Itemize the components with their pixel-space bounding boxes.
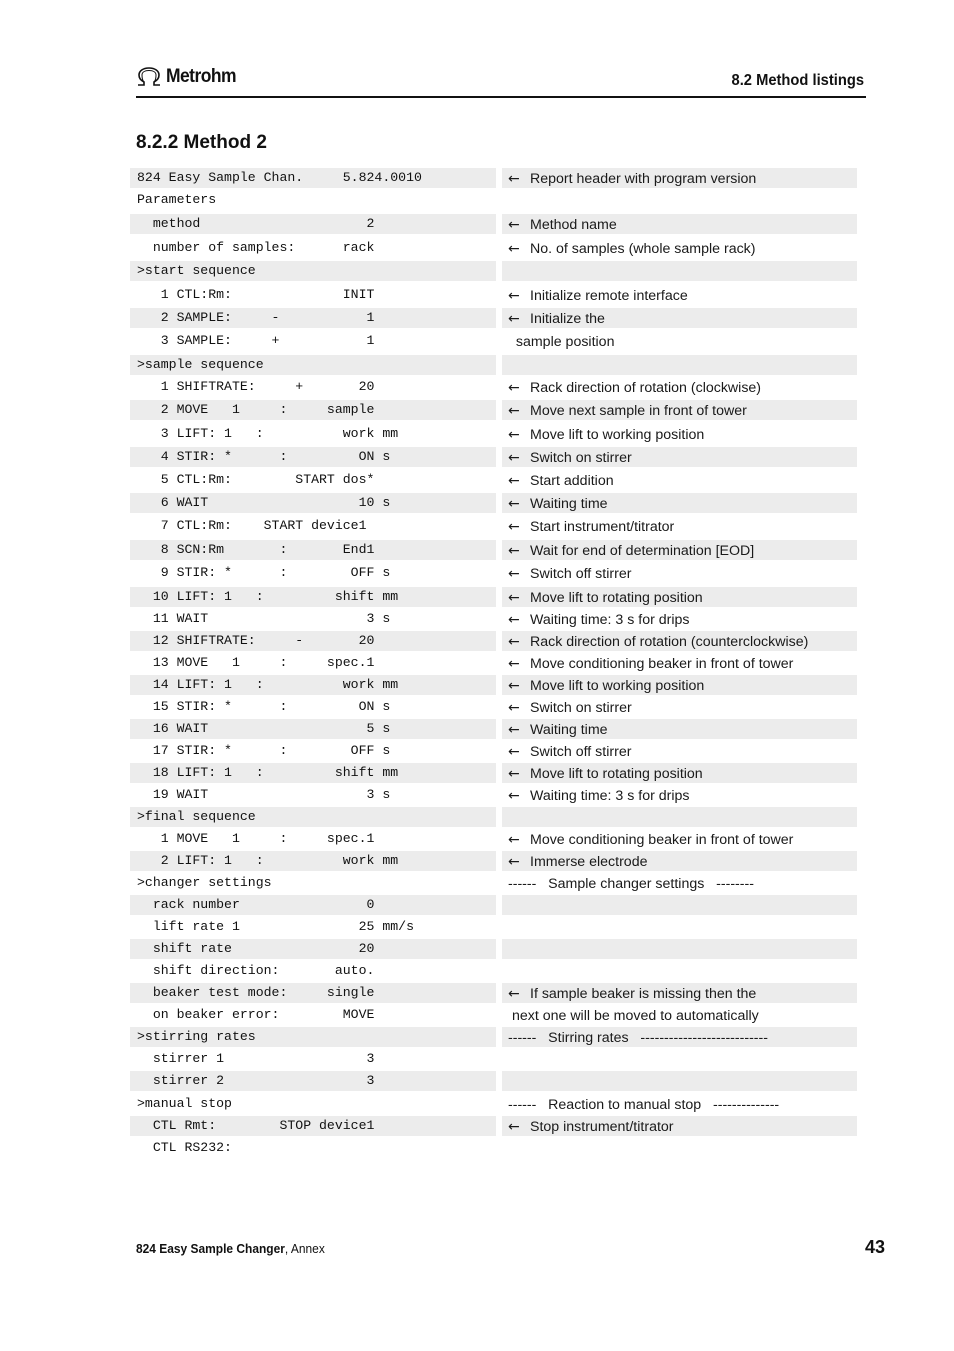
listing-code: 2 SAMPLE: - 1 [137,310,375,325]
comment-text: Move conditioning beaker in front of tower [530,656,794,672]
listing-row [130,1137,857,1159]
listing-code: 14 LIFT: 1 : work mm [137,677,399,692]
listing-row [130,916,857,938]
left-arrow-icon: ← [508,427,520,443]
listing-comment [508,1027,768,1049]
comment-text: Switch off stirrer [530,566,632,582]
listing-row [130,1115,857,1137]
listing-comment [508,447,632,469]
left-arrow-icon: ← [508,788,520,804]
listing-code: >changer settings [137,875,272,890]
listing-row [130,806,857,828]
comment-text: No. of samples (whole sample rack) [530,241,756,257]
listing-code: 12 SHIFTRATE: - 20 [137,633,375,648]
listing-row [130,982,857,1004]
left-arrow-icon: ← [508,744,520,760]
listing-comment [508,785,690,807]
listing-code: 824 Easy Sample Chan. 5.824.0010 [137,170,422,185]
comment-text: Move next sample in front of tower [530,403,747,419]
listing-row [130,696,857,718]
metrohm-logo [136,66,242,88]
left-arrow-icon: ← [508,566,520,582]
listing-comment [508,238,756,260]
listing-row [130,515,857,537]
comment-text: Move lift to rotating position [530,766,703,782]
listing-comment [508,563,631,585]
listing-code: >start sequence [137,263,256,278]
comment-text: Move lift to rotating position [530,590,703,606]
listing-comment [508,424,704,446]
listing-code: Parameters [137,192,217,207]
listing-row [130,423,857,445]
section-title: 8.2 Method listings [731,72,864,89]
listing-comment [508,493,608,515]
comment-text: ------ Sample changer settings -------- [508,876,754,892]
listing-code: >stirring rates [137,1029,256,1044]
listing-comment [508,1094,779,1116]
listing-comment [508,741,631,763]
comment-text: next one will be moved to automatically [508,1008,759,1024]
comment-text: Rack direction of rotation (clockwise) [530,380,762,396]
listing-comment [508,377,761,399]
comment-text: Method name [530,217,617,233]
comment-text: Immerse electrode [530,854,648,870]
listing-row [130,674,857,696]
listing-code: 11 WAIT 3 s [137,611,391,626]
left-arrow-icon: ← [508,1119,520,1135]
comment-text: Start instrument/titrator [530,519,675,535]
listing-comment [508,285,688,307]
listing-code: stirrer 1 3 [137,1051,375,1066]
left-arrow-icon: ← [508,634,520,650]
listing-comment [508,873,754,895]
page-title: 8.2.2 Method 2 [136,132,267,153]
comment-text: Rack direction of rotation (counterclockwise) [530,634,809,650]
left-arrow-icon: ← [508,766,520,782]
listing-comment [508,675,704,697]
listing-code: CTL RS232: [137,1140,232,1155]
left-arrow-icon: ← [508,700,520,716]
listing-row [130,189,857,211]
listing-comment [508,983,756,1005]
listing-row [130,237,857,259]
listing-comment [508,400,747,422]
listing-code: 19 WAIT 3 s [137,787,391,802]
listing-code: 2 MOVE 1 : sample [137,402,375,417]
listing-code: method 2 [137,216,375,231]
comment-text: Waiting time: 3 s for drips [530,612,690,628]
page-header [136,66,866,98]
listing-row [130,652,857,674]
listing-comment [508,516,674,538]
left-arrow-icon: ← [508,450,520,466]
listing-comment [508,540,754,562]
listing-row [130,330,857,352]
comment-text: sample position [508,334,615,350]
listing-row [130,354,857,376]
comment-text: Move conditioning beaker in front of tower [530,832,794,848]
listing-row [130,376,857,398]
listing-row [130,1004,857,1026]
listing-code: on beaker error: MOVE [137,1007,375,1022]
footer-product [136,1241,325,1256]
listing-row [130,1093,857,1115]
comment-text: Wait for end of determination [EOD] [530,543,755,559]
comment-text: Move lift to working position [530,427,705,443]
listing-row [130,608,857,630]
listing-code: 1 SHIFTRATE: + 20 [137,379,375,394]
comment-text: Initialize remote interface [530,288,688,304]
left-arrow-icon: ← [508,288,520,304]
listing-comment [508,168,756,190]
listing-code: 3 LIFT: 1 : work mm [137,426,399,441]
listing-row [130,630,857,652]
listing-row [130,260,857,282]
listing-row [130,960,857,982]
listing-code: 16 WAIT 5 s [137,721,391,736]
listing-row [130,718,857,740]
comment-text: Waiting time [530,722,608,738]
comment-text: Move lift to working position [530,678,705,694]
listing-code: beaker test mode: single [137,985,375,1000]
comment-text: ------ Reaction to manual stop -------------- [508,1097,780,1113]
comment-text: ------ Stirring rates --------------------------- [508,1030,768,1046]
page-number: 43 [864,1237,885,1257]
listing-row [130,1048,857,1070]
comment-text: Start addition [530,473,614,489]
listing-code: >sample sequence [137,357,264,372]
left-arrow-icon: ← [508,722,520,738]
left-arrow-icon: ← [508,496,520,512]
listing-code: lift rate 1 25 mm/s [137,919,414,934]
listing-code: shift direction: auto. [137,963,375,978]
listing-row [130,784,857,806]
left-arrow-icon: ← [508,473,520,489]
listing-code: >manual stop [137,1096,232,1111]
listing-comment [508,214,617,236]
listing-comment [508,719,608,741]
listing-comment [508,1005,759,1027]
comment-text: Waiting time: 3 s for drips [530,788,690,804]
omega-icon [136,67,162,87]
listing-row [130,399,857,421]
listing-code: 1 MOVE 1 : spec.1 [137,831,375,846]
listing-row [130,446,857,468]
listing-comment [508,331,614,353]
left-arrow-icon: ← [508,171,520,187]
listing-row [130,1026,857,1048]
comment-text: Stop instrument/titrator [530,1119,674,1135]
listing-row [130,1070,857,1092]
listing-code: 1 CTL:Rm: INIT [137,287,375,302]
listing-code: 7 CTL:Rm: START device1 [137,518,367,533]
listing-row [130,828,857,850]
listing-code: CTL Rmt: STOP device1 [137,1118,375,1133]
listing-comment [508,308,605,330]
footer-suffix: , Annex [284,1241,325,1256]
listing-code: shift rate 20 [137,941,375,956]
listing-comment [508,697,632,719]
footer-product-name: 824 Easy Sample Changer [136,1241,285,1256]
listing-code: number of samples: rack [137,240,375,255]
left-arrow-icon: ← [508,678,520,694]
listing-row [130,762,857,784]
listing-row [130,562,857,584]
left-arrow-icon: ← [508,241,520,257]
listing-code: 5 CTL:Rm: START dos* [137,472,375,487]
listing-comment [508,763,703,785]
left-arrow-icon: ← [508,380,520,396]
listing-code: 15 STIR: * : ON s [137,699,391,714]
listing-code: 18 LIFT: 1 : shift mm [137,765,399,780]
comment-text: If sample beaker is missing then the [530,986,757,1002]
listing-comment [508,631,808,653]
listing-comment [508,829,793,851]
listing-row [130,740,857,762]
left-arrow-icon: ← [508,590,520,606]
listing-row [130,938,857,960]
comment-text: Switch on stirrer [530,700,632,716]
listing-comment [508,609,690,631]
left-arrow-icon: ← [508,311,520,327]
left-arrow-icon: ← [508,986,520,1002]
listing-comment [508,851,647,873]
left-arrow-icon: ← [508,543,520,559]
comment-text: Initialize the [530,311,605,327]
comment-text: Report header with program version [530,171,757,187]
listing-code: 8 SCN:Rm : End1 [137,542,375,557]
listing-row [130,307,857,329]
listing-code: 2 LIFT: 1 : work mm [137,853,399,868]
listing-code: 17 STIR: * : OFF s [137,743,391,758]
listing-code: 3 SAMPLE: + 1 [137,333,375,348]
listing-code: 9 STIR: * : OFF s [137,565,391,580]
listing-comment [508,1116,674,1138]
comment-text: Switch on stirrer [530,450,632,466]
left-arrow-icon: ← [508,612,520,628]
listing-comment [508,653,793,675]
listing-row [130,586,857,608]
listing-code: 4 STIR: * : ON s [137,449,391,464]
listing-code: 10 LIFT: 1 : shift mm [137,589,399,604]
listing-row [130,213,857,235]
listing-comment [508,470,614,492]
listing-row [130,850,857,872]
left-arrow-icon: ← [508,832,520,848]
listing-row [130,167,857,189]
listing-code: stirrer 2 3 [137,1073,375,1088]
listing-code: 6 WAIT 10 s [137,495,391,510]
comment-text: Switch off stirrer [530,744,632,760]
listing-row [130,872,857,894]
listing-row [130,894,857,916]
left-arrow-icon: ← [508,403,520,419]
comment-text: Waiting time [530,496,608,512]
brand-name: Metrohm [166,66,236,87]
left-arrow-icon: ← [508,519,520,535]
listing-code: 13 MOVE 1 : spec.1 [137,655,375,670]
left-arrow-icon: ← [508,656,520,672]
left-arrow-icon: ← [508,217,520,233]
listing-code: rack number 0 [137,897,375,912]
listing-row [130,469,857,491]
listing-comment [508,587,703,609]
listing-row [130,539,857,561]
listing-code: >final sequence [137,809,256,824]
left-arrow-icon: ← [508,854,520,870]
listing-row [130,492,857,514]
listing-row [130,284,857,306]
